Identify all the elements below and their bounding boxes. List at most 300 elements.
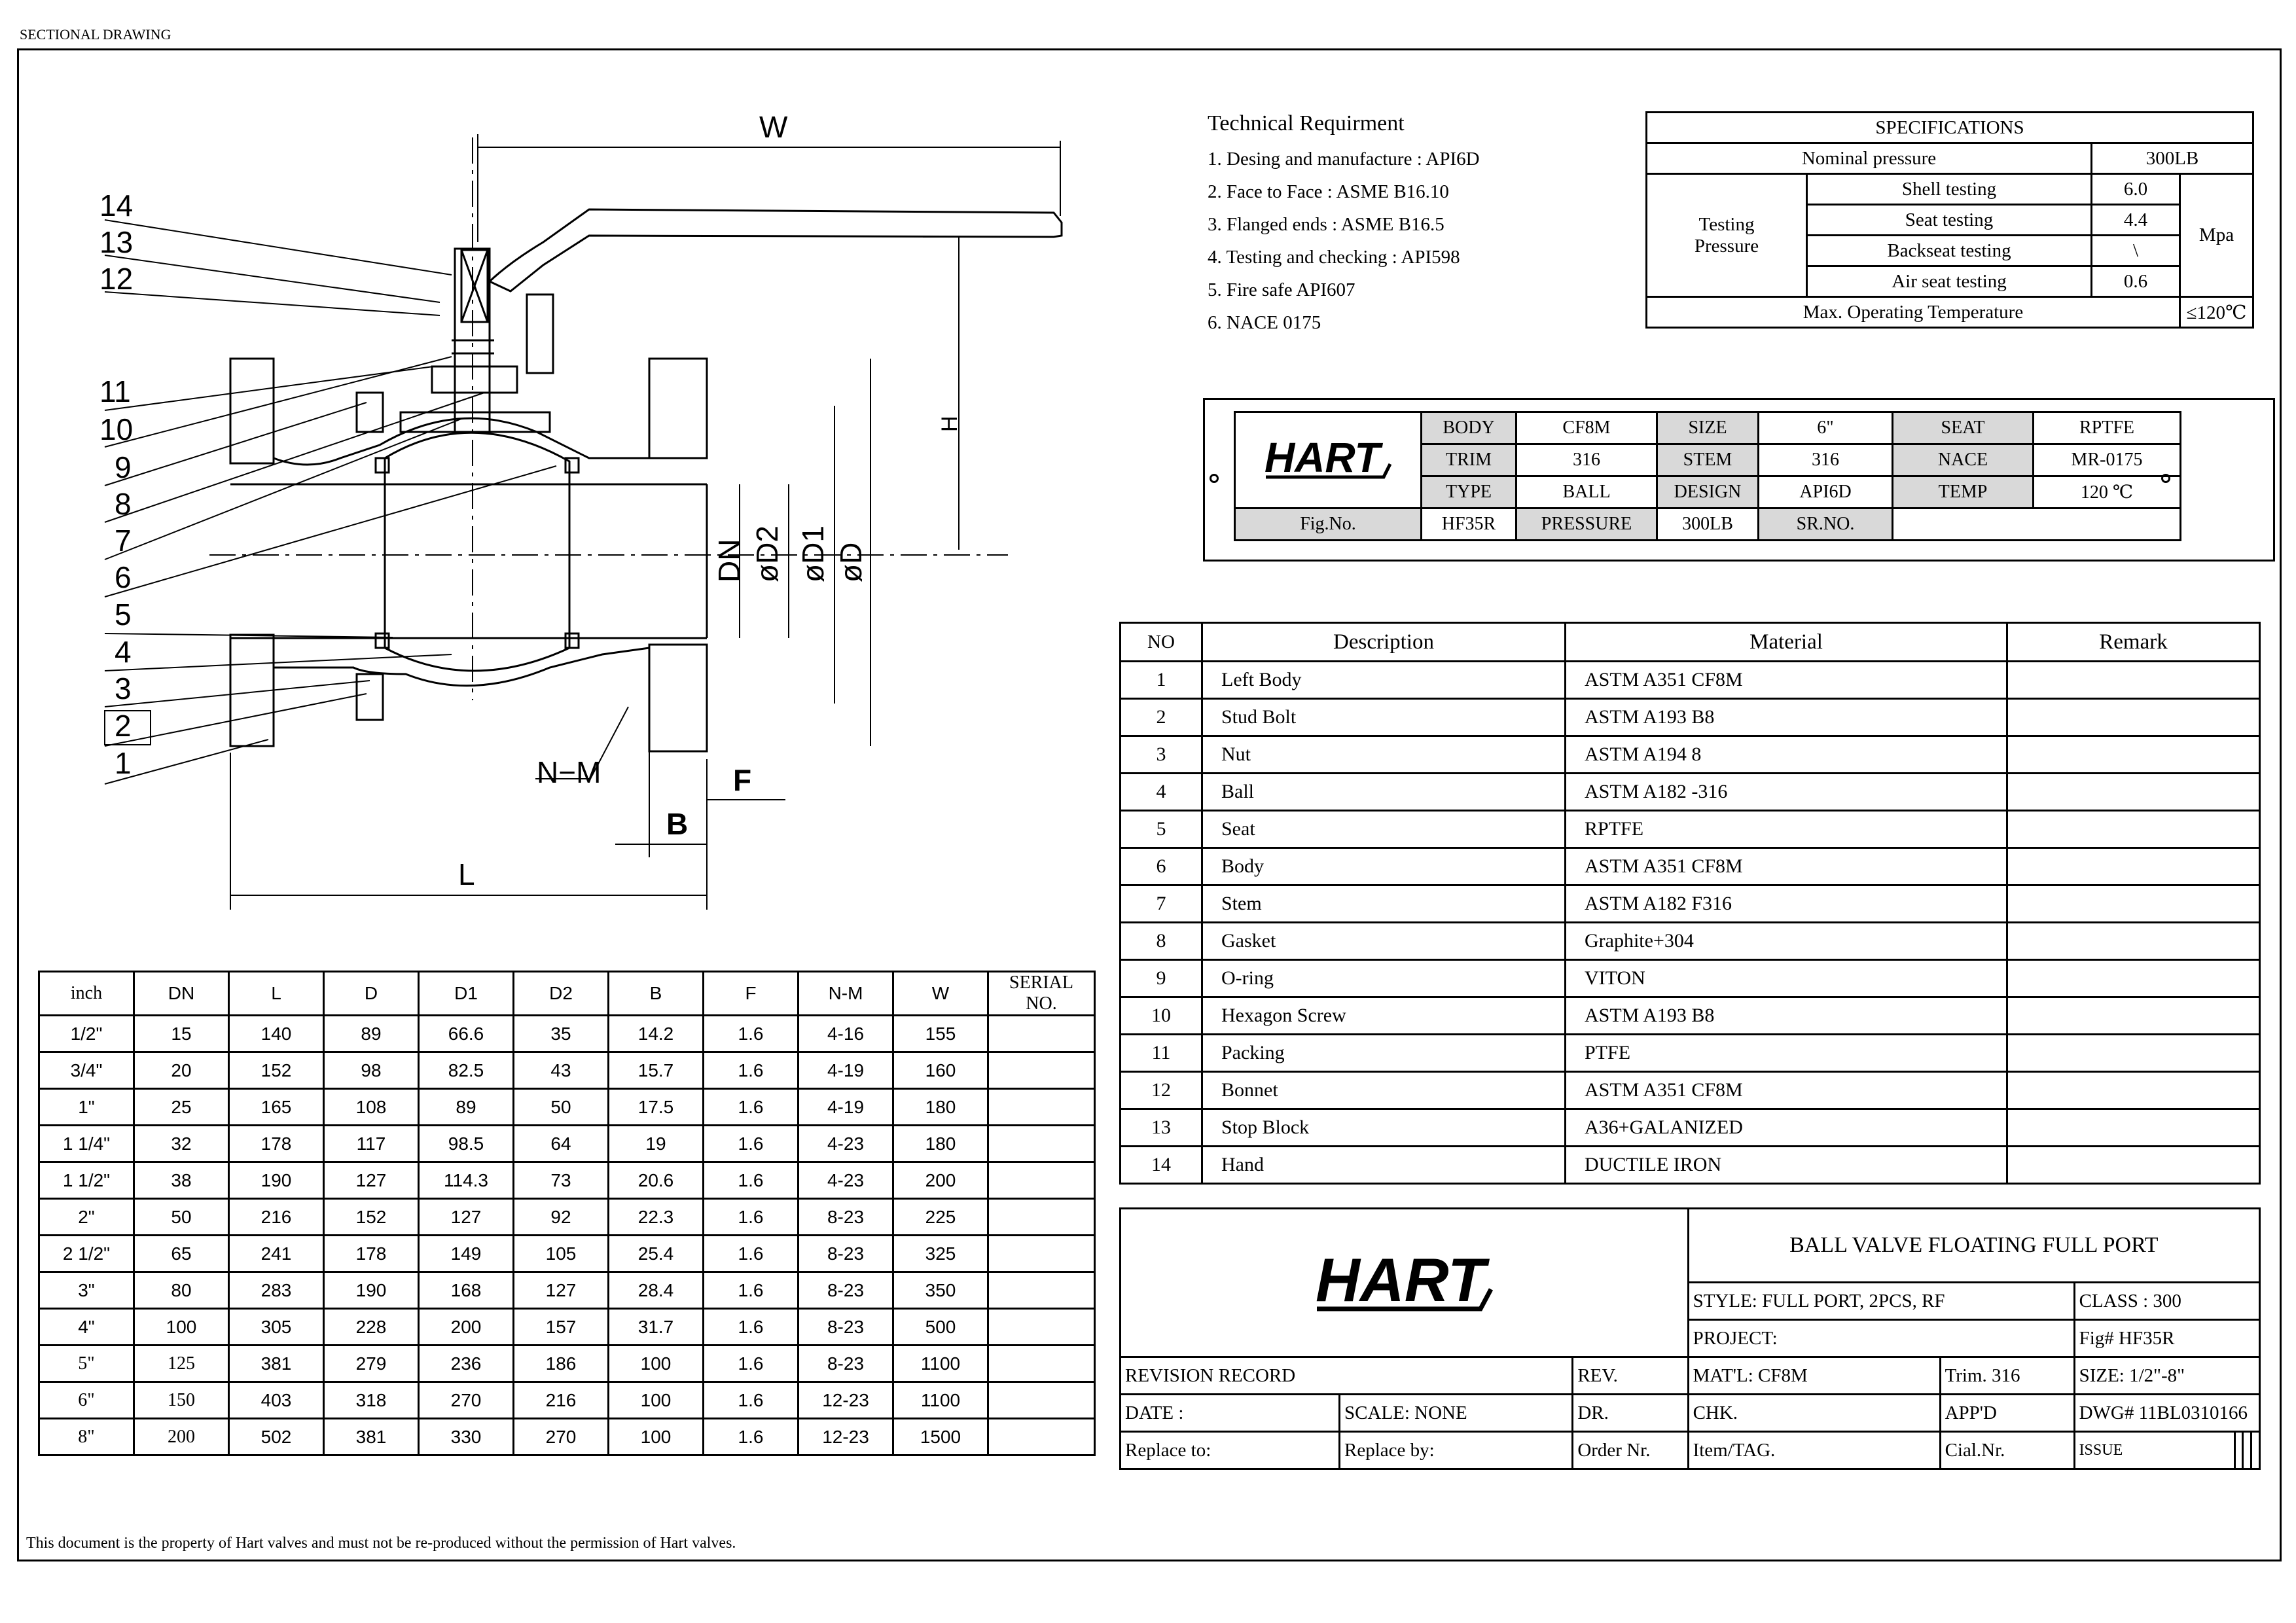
dim-cell: 12-23 xyxy=(798,1419,893,1455)
part-description: Nut xyxy=(1202,736,1566,774)
dim-cell: 98 xyxy=(324,1052,419,1089)
dim-cell: 92 xyxy=(514,1199,609,1236)
dim-cell: 66.6 xyxy=(419,1016,514,1052)
table-row xyxy=(39,1382,1095,1419)
balloon-4: 4 xyxy=(115,635,132,669)
testing-label-line2: Pressure xyxy=(1694,235,1759,257)
part-remark xyxy=(2007,774,2260,811)
sr-no-label: SR.NO. xyxy=(1759,508,1893,541)
tech-req-item: 2. Face to Face : ASME B16.10 xyxy=(1208,181,1449,202)
table-row xyxy=(39,1126,1095,1162)
fig-no-value: HF35R xyxy=(1422,508,1516,541)
dim-label-d: øD xyxy=(834,542,868,582)
dim-cell: 1.6 xyxy=(704,1162,798,1199)
dim-cell: 80 xyxy=(134,1272,229,1309)
left-flange xyxy=(230,359,274,746)
dim-cell: 1.6 xyxy=(704,1089,798,1126)
seat-value: RPTFE xyxy=(2034,412,2181,444)
dim-cell: 180 xyxy=(893,1089,988,1126)
dim-cell: 1.6 xyxy=(704,1016,798,1052)
part-no: 2 xyxy=(1121,699,1202,736)
dim-cell: 98.5 xyxy=(419,1126,514,1162)
tech-req-item: 6. NACE 0175 xyxy=(1208,312,1321,333)
dim-header: DN xyxy=(134,972,229,1016)
dim-cell xyxy=(988,1089,1095,1126)
dim-cell: 190 xyxy=(324,1272,419,1309)
table-row xyxy=(1121,923,2260,960)
seat-upper-left xyxy=(376,458,389,473)
dim-cell: 1/2" xyxy=(39,1016,134,1052)
dim-cell: 140 xyxy=(229,1016,324,1052)
max-temp-value: ≤120℃ xyxy=(2180,297,2253,328)
table-row xyxy=(1121,811,2260,848)
nominal-pressure-value: 300LB xyxy=(2092,143,2253,174)
fig-field: Fig# HF35R xyxy=(2074,1320,2259,1357)
dim-header: F xyxy=(704,972,798,1016)
dim-cell: 155 xyxy=(893,1016,988,1052)
part-no: 11 xyxy=(1121,1035,1202,1072)
dim-label-h: H xyxy=(937,416,962,432)
dim-cell: 73 xyxy=(514,1162,609,1199)
dim-label-b: B xyxy=(666,807,689,841)
dim-label-f: F xyxy=(733,763,752,797)
dim-cell: 403 xyxy=(229,1382,324,1419)
part-no: 5 xyxy=(1121,811,1202,848)
title-block-logo-cell xyxy=(1121,1209,1689,1357)
table-row xyxy=(1121,848,2260,885)
dim-cell: 1.6 xyxy=(704,1272,798,1309)
table-row xyxy=(39,1346,1095,1382)
part-description: Stem xyxy=(1202,885,1566,923)
body-label: BODY xyxy=(1422,412,1516,444)
logo-text: HART xyxy=(1265,434,1380,481)
technical-requirement xyxy=(1208,111,1480,339)
part-remark xyxy=(2007,1109,2260,1147)
ownership-note: This document is the property of Hart valves and must not be re-produced without the permission of Hart valves. xyxy=(26,1535,736,1552)
cial-nr-field: Cial.Nr. xyxy=(1940,1432,2074,1469)
nominal-pressure-label: Nominal pressure xyxy=(1647,143,2092,174)
dim-cell xyxy=(988,1419,1095,1455)
type-value: BALL xyxy=(1516,476,1657,508)
part-description: Hand xyxy=(1202,1147,1566,1184)
dim-cell xyxy=(988,1162,1095,1199)
dim-cell: 114.3 xyxy=(419,1162,514,1199)
part-description: Packing xyxy=(1202,1035,1566,1072)
dim-cell: 350 xyxy=(893,1272,988,1309)
dim-cell: 4-16 xyxy=(798,1016,893,1052)
dim-cell: 20 xyxy=(134,1052,229,1089)
part-no: 1 xyxy=(1121,662,1202,699)
tech-req-item: 1. Desing and manufacture : API6D xyxy=(1208,149,1480,169)
testing-pressure-label xyxy=(1647,174,1807,297)
dim-header: B xyxy=(609,972,704,1016)
design-value: API6D xyxy=(1759,476,1893,508)
dim-cell: 108 xyxy=(324,1089,419,1126)
project-field: PROJECT: xyxy=(1688,1320,2074,1357)
dim-cell: 1.6 xyxy=(704,1382,798,1419)
dim-cell: 8-23 xyxy=(798,1199,893,1236)
parts-list-table xyxy=(1119,622,2261,1185)
parts-header-no: NO xyxy=(1121,623,1202,662)
dim-cell: 1500 xyxy=(893,1419,988,1455)
body-outline-lower xyxy=(274,638,707,686)
dim-cell: 1100 xyxy=(893,1382,988,1419)
handle xyxy=(490,209,1062,291)
dim-cell: 381 xyxy=(229,1346,324,1382)
balloon-3: 3 xyxy=(115,671,132,705)
balloon-12: 12 xyxy=(99,262,134,296)
dim-header: inch xyxy=(39,972,134,1016)
part-material: ASTM A182 -316 xyxy=(1566,774,2007,811)
dim-cell: 325 xyxy=(893,1236,988,1272)
hart-logo xyxy=(1259,431,1397,484)
balloon-10: 10 xyxy=(99,412,134,446)
balloon-7: 7 xyxy=(115,524,132,558)
dim-cell: 100 xyxy=(609,1382,704,1419)
tech-req-item: 4. Testing and checking : API598 xyxy=(1208,247,1460,268)
dim-cell: 228 xyxy=(324,1309,419,1346)
part-description: Gasket xyxy=(1202,923,1566,960)
dim-cell: 381 xyxy=(324,1419,419,1455)
trim-field: Trim. 316 xyxy=(1940,1357,2074,1395)
dim-cell: 1100 xyxy=(893,1346,988,1382)
dim-cell: 200 xyxy=(893,1162,988,1199)
part-no: 10 xyxy=(1121,997,1202,1035)
shell-testing-label: Shell testing xyxy=(1807,174,2092,205)
style-field: STYLE: FULL PORT, 2PCS, RF xyxy=(1688,1283,2074,1320)
seat-testing-value: 4.4 xyxy=(2092,205,2180,236)
dim-cell: 1 1/4" xyxy=(39,1126,134,1162)
dim-cell: 190 xyxy=(229,1162,324,1199)
table-row xyxy=(1121,960,2260,997)
dim-label-nm: N−M xyxy=(537,755,601,789)
dim-cell: 14.2 xyxy=(609,1016,704,1052)
air-seat-testing-label: Air seat testing xyxy=(1807,266,2092,297)
nameplate-hole-left xyxy=(1210,474,1219,483)
part-no: 4 xyxy=(1121,774,1202,811)
part-remark xyxy=(2007,699,2260,736)
dim-cell: 6" xyxy=(39,1382,134,1419)
dim-cell: 1.6 xyxy=(704,1419,798,1455)
part-description: Ball xyxy=(1202,774,1566,811)
part-remark xyxy=(2007,997,2260,1035)
dim-cell: 168 xyxy=(419,1272,514,1309)
balloon-5: 5 xyxy=(115,597,132,632)
drawing-title: BALL VALVE FLOATING FULL PORT xyxy=(1688,1209,2259,1283)
dim-cell: 8" xyxy=(39,1419,134,1455)
dim-cell: 180 xyxy=(893,1126,988,1162)
table-row xyxy=(39,1199,1095,1236)
dim-header: N-M xyxy=(798,972,893,1016)
part-no: 14 xyxy=(1121,1147,1202,1184)
type-label: TYPE xyxy=(1422,476,1516,508)
parts-header-remark: Remark xyxy=(2007,623,2260,662)
dim-cell: 330 xyxy=(419,1419,514,1455)
dim-cell: 152 xyxy=(324,1199,419,1236)
part-remark xyxy=(2007,848,2260,885)
parts-header-material: Material xyxy=(1566,623,2007,662)
nace-value: MR-0175 xyxy=(2034,444,2181,476)
dim-cell: 270 xyxy=(419,1382,514,1419)
part-description: Stud Bolt xyxy=(1202,699,1566,736)
part-material: PTFE xyxy=(1566,1035,2007,1072)
dim-cell: 65 xyxy=(134,1236,229,1272)
dim-label-d2: øD2 xyxy=(750,526,784,582)
part-remark xyxy=(2007,662,2260,699)
dim-cell xyxy=(988,1199,1095,1236)
table-row xyxy=(1121,1109,2260,1147)
dim-cell: 1" xyxy=(39,1089,134,1126)
hart-logo-large xyxy=(1309,1241,1499,1319)
backseat-testing-label: Backseat testing xyxy=(1807,236,2092,266)
part-description: Hexagon Screw xyxy=(1202,997,1566,1035)
dim-cell: 19 xyxy=(609,1126,704,1162)
dr-field: DR. xyxy=(1573,1395,1688,1432)
dim-cell: 305 xyxy=(229,1309,324,1346)
table-row xyxy=(39,1272,1095,1309)
part-description: Left Body xyxy=(1202,662,1566,699)
part-material: ASTM A193 B8 xyxy=(1566,997,2007,1035)
part-material: ASTM A351 CF8M xyxy=(1566,1072,2007,1109)
dim-cell: 3" xyxy=(39,1272,134,1309)
date-field: DATE : xyxy=(1121,1395,1340,1432)
seat-lower-right xyxy=(565,633,579,648)
balloon-14: 14 xyxy=(99,188,134,223)
dim-header: D xyxy=(324,972,419,1016)
dim-label-d1: øD1 xyxy=(796,526,830,582)
dim-cell: 4" xyxy=(39,1309,134,1346)
dim-cell xyxy=(988,1126,1095,1162)
dim-cell: 4-23 xyxy=(798,1162,893,1199)
stem-label: STEM xyxy=(1657,444,1759,476)
part-no: 12 xyxy=(1121,1072,1202,1109)
dim-label-dn: DN xyxy=(712,539,746,582)
part-material: RPTFE xyxy=(1566,811,2007,848)
balloon-9: 9 xyxy=(115,450,132,484)
table-row xyxy=(1121,662,2260,699)
technical-requirement-title: Technical Requirment xyxy=(1208,111,1405,135)
dim-cell: 31.7 xyxy=(609,1309,704,1346)
dim-cell: 186 xyxy=(514,1346,609,1382)
table-row xyxy=(1121,1147,2260,1184)
tech-req-item: 5. Fire safe API607 xyxy=(1208,279,1355,300)
stem-value: 316 xyxy=(1759,444,1893,476)
dim-cell: 15.7 xyxy=(609,1052,704,1089)
dim-cell: 1.6 xyxy=(704,1199,798,1236)
air-seat-testing-value: 0.6 xyxy=(2092,266,2180,297)
dim-cell: 50 xyxy=(514,1089,609,1126)
pressure-value: 300LB xyxy=(1657,508,1759,541)
dim-cell xyxy=(988,1052,1095,1089)
dim-cell: 216 xyxy=(514,1382,609,1419)
dim-cell: 2" xyxy=(39,1199,134,1236)
dim-cell: 1.6 xyxy=(704,1346,798,1382)
dim-cell: 25 xyxy=(134,1089,229,1126)
nameplate-logo-cell xyxy=(1235,412,1422,508)
size-field: SIZE: 1/2"-8" xyxy=(2074,1357,2259,1395)
dim-cell: 270 xyxy=(514,1419,609,1455)
dim-cell xyxy=(988,1016,1095,1052)
dim-cell: 8-23 xyxy=(798,1309,893,1346)
dim-cell: 1.6 xyxy=(704,1052,798,1089)
dim-cell: 200 xyxy=(134,1419,229,1455)
dim-cell: 157 xyxy=(514,1309,609,1346)
parts-header-description: Description xyxy=(1202,623,1566,662)
sheet-header-label: SECTIONAL DRAWING xyxy=(20,26,171,43)
dim-cell: 1.6 xyxy=(704,1236,798,1272)
dim-cell: 8-23 xyxy=(798,1236,893,1272)
class-field: CLASS : 300 xyxy=(2074,1283,2259,1320)
fig-no-label: Fig.No. xyxy=(1235,508,1422,541)
dim-cell: 8-23 xyxy=(798,1346,893,1382)
dim-header: SERIAL NO. xyxy=(988,972,1095,1016)
part-material: DUCTILE IRON xyxy=(1566,1147,2007,1184)
dim-cell: 35 xyxy=(514,1016,609,1052)
dim-cell: 25.4 xyxy=(609,1236,704,1272)
table-row xyxy=(39,1016,1095,1052)
size-value: 6" xyxy=(1759,412,1893,444)
part-material: ASTM A194 8 xyxy=(1566,736,2007,774)
dim-cell: 117 xyxy=(324,1126,419,1162)
part-material: ASTM A193 B8 xyxy=(1566,699,2007,736)
dim-cell: 15 xyxy=(134,1016,229,1052)
dim-label-w: W xyxy=(759,110,788,144)
pressure-label: PRESSURE xyxy=(1516,508,1657,541)
dim-cell: 127 xyxy=(419,1199,514,1236)
part-remark xyxy=(2007,960,2260,997)
dim-cell: 125 xyxy=(134,1346,229,1382)
dim-cell: 12-23 xyxy=(798,1382,893,1419)
dim-cell: 4-19 xyxy=(798,1089,893,1126)
dim-cell: 236 xyxy=(419,1346,514,1382)
body-value: CF8M xyxy=(1516,412,1657,444)
part-remark xyxy=(2007,923,2260,960)
dim-cell: 50 xyxy=(134,1199,229,1236)
dim-cell: 1 1/2" xyxy=(39,1162,134,1199)
dim-cell xyxy=(988,1236,1095,1272)
balloon-1: 1 xyxy=(115,746,132,780)
dim-cell: 5" xyxy=(39,1346,134,1382)
dim-cell: 225 xyxy=(893,1199,988,1236)
part-material: A36+GALANIZED xyxy=(1566,1109,2007,1147)
dim-cell: 105 xyxy=(514,1236,609,1272)
trim-value: 316 xyxy=(1516,444,1657,476)
dim-cell: 283 xyxy=(229,1272,324,1309)
dim-cell xyxy=(988,1309,1095,1346)
table-row xyxy=(1121,997,2260,1035)
appd-field: APP'D xyxy=(1940,1395,2074,1432)
size-label: SIZE xyxy=(1657,412,1759,444)
part-description: Seat xyxy=(1202,811,1566,848)
temp-label: TEMP xyxy=(1893,476,2034,508)
part-remark xyxy=(2007,885,2260,923)
dim-label-l: L xyxy=(458,857,475,891)
part-no: 8 xyxy=(1121,923,1202,960)
bonnet xyxy=(401,366,550,432)
sectional-drawing xyxy=(0,0,1113,955)
part-remark xyxy=(2007,1035,2260,1072)
dim-cell: 1.6 xyxy=(704,1309,798,1346)
part-remark xyxy=(2007,811,2260,848)
dim-cell: 43 xyxy=(514,1052,609,1089)
sr-no-value xyxy=(1893,508,2181,541)
dim-cell: 3/4" xyxy=(39,1052,134,1089)
table-row xyxy=(1121,699,2260,736)
balloon-8: 8 xyxy=(115,487,132,521)
table-row xyxy=(39,1236,1095,1272)
seat-label: SEAT xyxy=(1893,412,2034,444)
table-row xyxy=(39,1089,1095,1126)
dim-cell: 2 1/2" xyxy=(39,1236,134,1272)
part-material: ASTM A351 CF8M xyxy=(1566,662,2007,699)
balloon-6: 6 xyxy=(115,560,132,594)
title-block xyxy=(1119,1207,2261,1470)
dim-header: L xyxy=(229,972,324,1016)
dim-cell: 160 xyxy=(893,1052,988,1089)
dim-cell: 279 xyxy=(324,1346,419,1382)
part-description: O-ring xyxy=(1202,960,1566,997)
part-material: ASTM A351 CF8M xyxy=(1566,848,2007,885)
pressure-unit: Mpa xyxy=(2180,174,2253,297)
dim-cell: 200 xyxy=(419,1309,514,1346)
chk-field: CHK. xyxy=(1688,1395,1940,1432)
part-remark xyxy=(2007,1072,2260,1109)
stud-bolt-upper xyxy=(357,393,383,432)
part-description: Stop Block xyxy=(1202,1109,1566,1147)
part-material: ASTM A182 F316 xyxy=(1566,885,2007,923)
dim-cell xyxy=(988,1346,1095,1382)
logo-text-large: HART xyxy=(1316,1245,1486,1314)
dim-cell: 127 xyxy=(324,1162,419,1199)
dim-cell: 100 xyxy=(609,1346,704,1382)
dim-cell: 502 xyxy=(229,1419,324,1455)
dim-cell: 127 xyxy=(514,1272,609,1309)
seat-lower-left xyxy=(376,633,389,648)
replace-to-field: Replace to: xyxy=(1121,1432,1340,1469)
dim-header: W xyxy=(893,972,988,1016)
table-row xyxy=(39,1162,1095,1199)
hexagon-screw xyxy=(527,294,553,373)
nace-label: NACE xyxy=(1893,444,2034,476)
part-material: VITON xyxy=(1566,960,2007,997)
order-nr-field: Order Nr. xyxy=(1573,1432,1688,1469)
table-row xyxy=(1121,736,2260,774)
dim-cell: 4-23 xyxy=(798,1126,893,1162)
dim-header: D2 xyxy=(514,972,609,1016)
specifications-table xyxy=(1645,111,2254,329)
dim-cell xyxy=(988,1382,1095,1419)
part-remark xyxy=(2007,1147,2260,1184)
dim-cell: 500 xyxy=(893,1309,988,1346)
dim-cell: 178 xyxy=(229,1126,324,1162)
dim-cell: 152 xyxy=(229,1052,324,1089)
table-row xyxy=(1121,774,2260,811)
revision-record-label: REVISION RECORD xyxy=(1121,1357,1573,1395)
dim-cell: 20.6 xyxy=(609,1162,704,1199)
part-no: 6 xyxy=(1121,848,1202,885)
tech-req-item: 3. Flanged ends : ASME B16.5 xyxy=(1208,214,1444,235)
table-row xyxy=(39,1419,1095,1455)
specifications-title: SPECIFICATIONS xyxy=(1647,113,2253,143)
temp-value: 120 ℃ xyxy=(2034,476,2181,508)
shell-testing-value: 6.0 xyxy=(2092,174,2180,205)
dim-cell: 82.5 xyxy=(419,1052,514,1089)
scale-field: SCALE: NONE xyxy=(1340,1395,1573,1432)
issue-boxes xyxy=(2234,1432,2259,1469)
max-temp-label: Max. Operating Temperature xyxy=(1647,297,2180,328)
trim-label: TRIM xyxy=(1422,444,1516,476)
balloon-2: 2 xyxy=(115,709,132,743)
